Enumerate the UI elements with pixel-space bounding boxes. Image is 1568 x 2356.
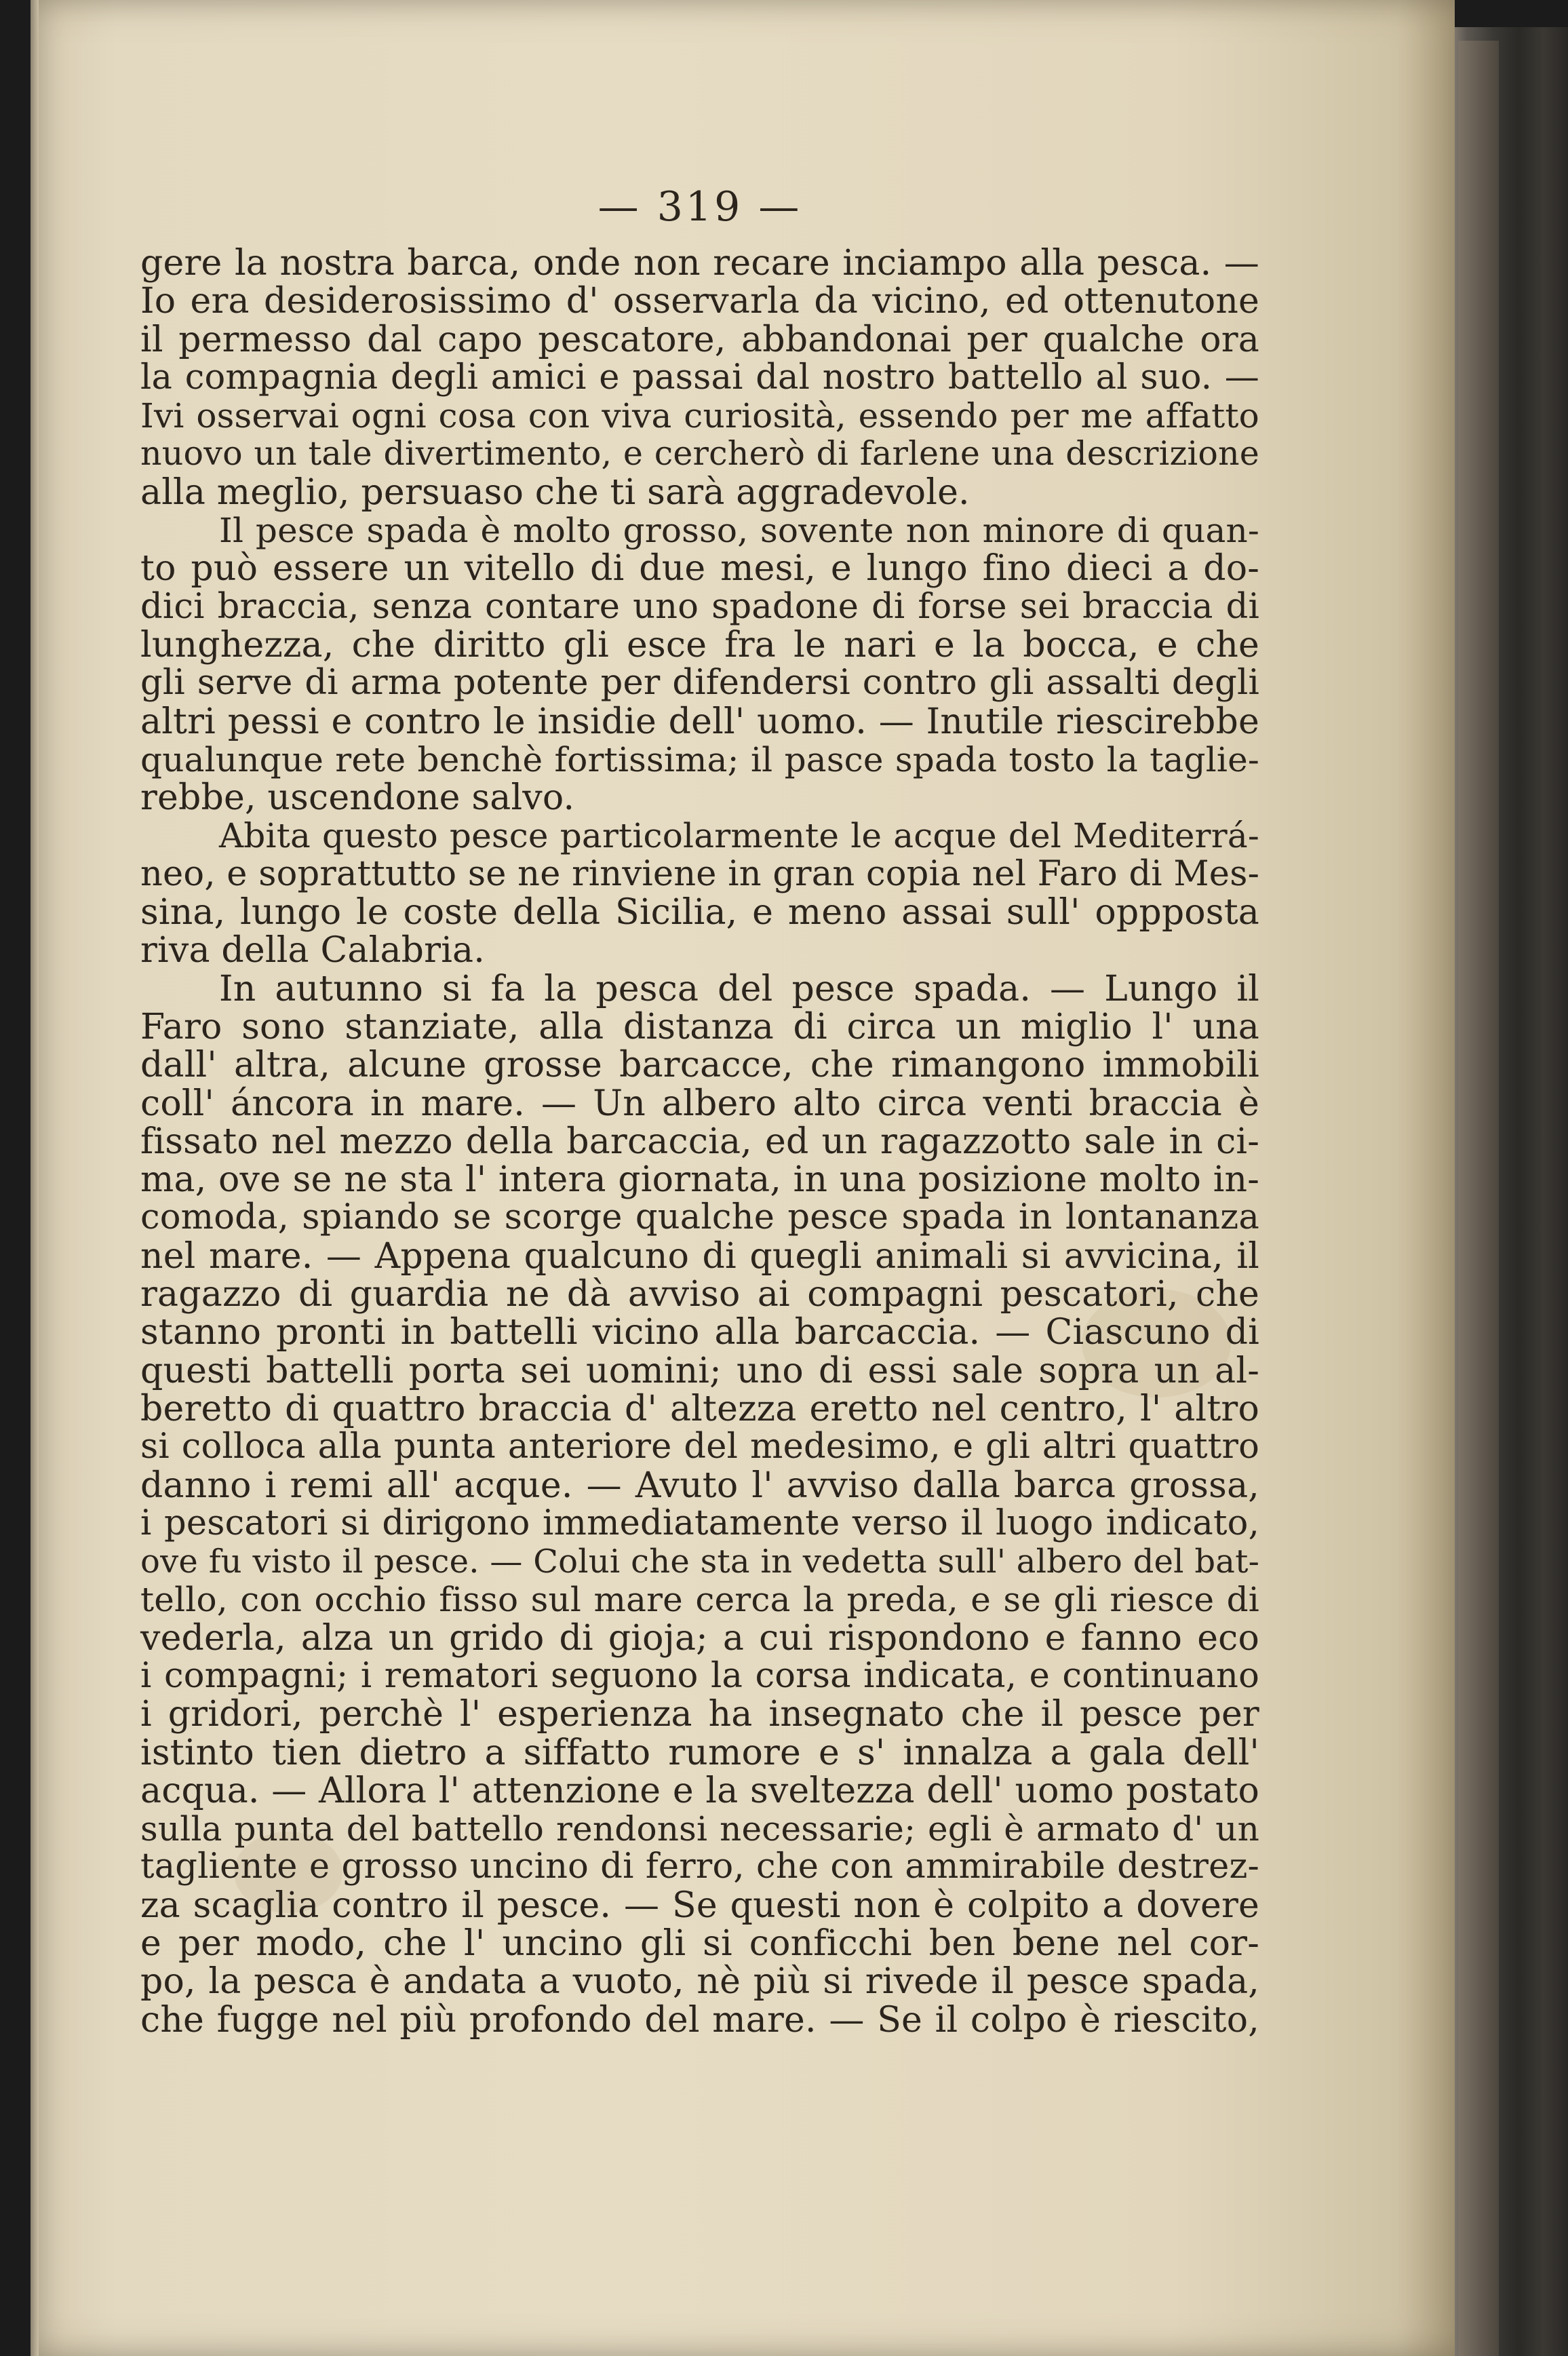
text-line: istinto tien dietro a siffatto rumore e s' innalza a gala dell' [140, 1732, 1259, 1773]
text-line: Ivi osservai ogni cosa con viva curiosità, essendo per me affatto [140, 396, 1259, 436]
text-line: si colloca alla punta anteriore del medesimo, e gli altri quattro [140, 1427, 1259, 1467]
text-lines [140, 244, 1259, 2039]
text-line: fissato nel mezzo della barcaccia, ed un ragazzotto sale in ci- [140, 1121, 1259, 1162]
text-line: coll' áncora in mare. — Un albero alto circa venti braccia è [140, 1083, 1259, 1124]
text-line: vederla, alza un grido di gioja; a cui rispondono e fanno eco [140, 1617, 1259, 1659]
page-edge [31, 0, 39, 2356]
text-line: i gridori, perchè l' esperienza ha insegnato che il pesce per [140, 1694, 1259, 1735]
text-line: danno i remi all' acque. — Avuto l' avviso dalla barca grossa, [140, 1465, 1259, 1506]
text-line: Faro sono stanziate, alla distanza di circa un miglio l' una [140, 1006, 1259, 1047]
text-line: stanno pronti in battelli vicino alla barcaccia. — Ciascuno di [140, 1312, 1259, 1353]
text-line: sina, lungo le coste della Sicilia, e meno assai sull' oppposta [140, 892, 1259, 933]
text-line: altri pessi e contro le insidie dell' uomo. — Inutile riescirebbe [140, 701, 1259, 742]
text-line: za scaglia contro il pesce. — Se questi non è colpito a dovere [140, 1885, 1259, 1926]
text-line: tello, con occhio fisso sul mare cerca la preda, e se gli riesce di [140, 1580, 1259, 1620]
text-line: nuovo un tale divertimento, e cercherò di farlene una descrizione [140, 434, 1259, 474]
text-line: riva della Calabria. [140, 930, 485, 971]
text-line: Il pesce spada è molto grosso, sovente non minore di quan- [219, 511, 1259, 551]
book-cover-spine [1458, 41, 1499, 2356]
text-line: ragazzo di guardia ne dà avviso ai compagni pescatori, che [140, 1274, 1259, 1315]
text-line: lunghezza, che diritto gli esce fra le nari e la bocca, e che [140, 624, 1259, 665]
text-line: to può essere un vitello di due mesi, e lungo fino dieci a do- [140, 548, 1259, 590]
text-line: qualunque rete benchè fortissima; il pasce spada tosto la taglie- [140, 739, 1259, 779]
text-line: i compagni; i rematori seguono la corsa indicata, e continuano [140, 1655, 1259, 1696]
text-line: alla meglio, persuaso che ti sarà aggradevole. [140, 471, 970, 513]
text-line: che fugge nel più profondo del mare. — Se il colpo è riescito, [140, 1999, 1259, 2041]
text-line: comoda, spiando se scorge qualche pesce spada in lontananza [140, 1197, 1259, 1238]
page-number: — 319 — [597, 183, 802, 231]
text-line: po, la pesca è andata a vuoto, nè più si rivede il pesce spada, [140, 1961, 1259, 2003]
text-line: e per modo, che l' uncino gli si conficchi ben bene nel cor- [140, 1923, 1259, 1965]
text-line: Io era desiderosissimo d' osservarla da vicino, ed ottenutone [140, 281, 1259, 322]
text-line: rebbe, uscendone salvo. [140, 777, 575, 819]
text-line: Abita questo pesce particolarmente le acque del Mediterrá- [219, 816, 1259, 856]
text-line: acqua. — Allora l' attenzione e la sveltezza dell' uomo postato [140, 1770, 1259, 1811]
text-line: i pescatori si dirigono immediatamente verso il luogo indicato, [140, 1503, 1259, 1543]
text-line: beretto di quattro braccia d' altezza eretto nel centro, l' altro [140, 1388, 1259, 1429]
text-line: la compagnia degli amici e passai dal nostro battello al suo. — [140, 357, 1259, 398]
text-line: questi battelli porta sei uomini; uno di essi sale sopra un al- [140, 1350, 1259, 1391]
text-line: gere la nostra barca, onde non recare inciampo alla pesca. — [140, 243, 1259, 284]
text-line: tagliente e grosso uncino di ferro, che con ammirabile destrez- [140, 1847, 1259, 1887]
text-line: In autunno si fa la pesca del pesce spada. — Lungo il [219, 968, 1259, 1009]
text-line: sulla punta del battello rendonsi necessarie; egli è armato d' un [140, 1809, 1259, 1849]
text-line: ma, ove se ne sta l' intera giornata, in una posizione molto in- [140, 1159, 1259, 1201]
text-line: ove fu visto il pesce. — Colui che sta in vedetta sull' albero del bat- [140, 1543, 1259, 1581]
text-line: dall' altra, alcune grosse barcacce, che rimangono immobili [140, 1045, 1259, 1086]
text-line: nel mare. — Appena qualcuno di quegli animali si avvicina, il [140, 1235, 1259, 1277]
text-line: il permesso dal capo pescatore, abbandonai per qualche ora [140, 319, 1259, 360]
text-line: dici braccia, senza contare uno spadone di forse sei braccia di [140, 586, 1259, 627]
text-line: gli serve di arma potente per difendersi contro gli assalti degli [140, 663, 1259, 703]
text-line: neo, e soprattutto se ne rinviene in gran copia nel Faro di Mes- [140, 853, 1259, 894]
